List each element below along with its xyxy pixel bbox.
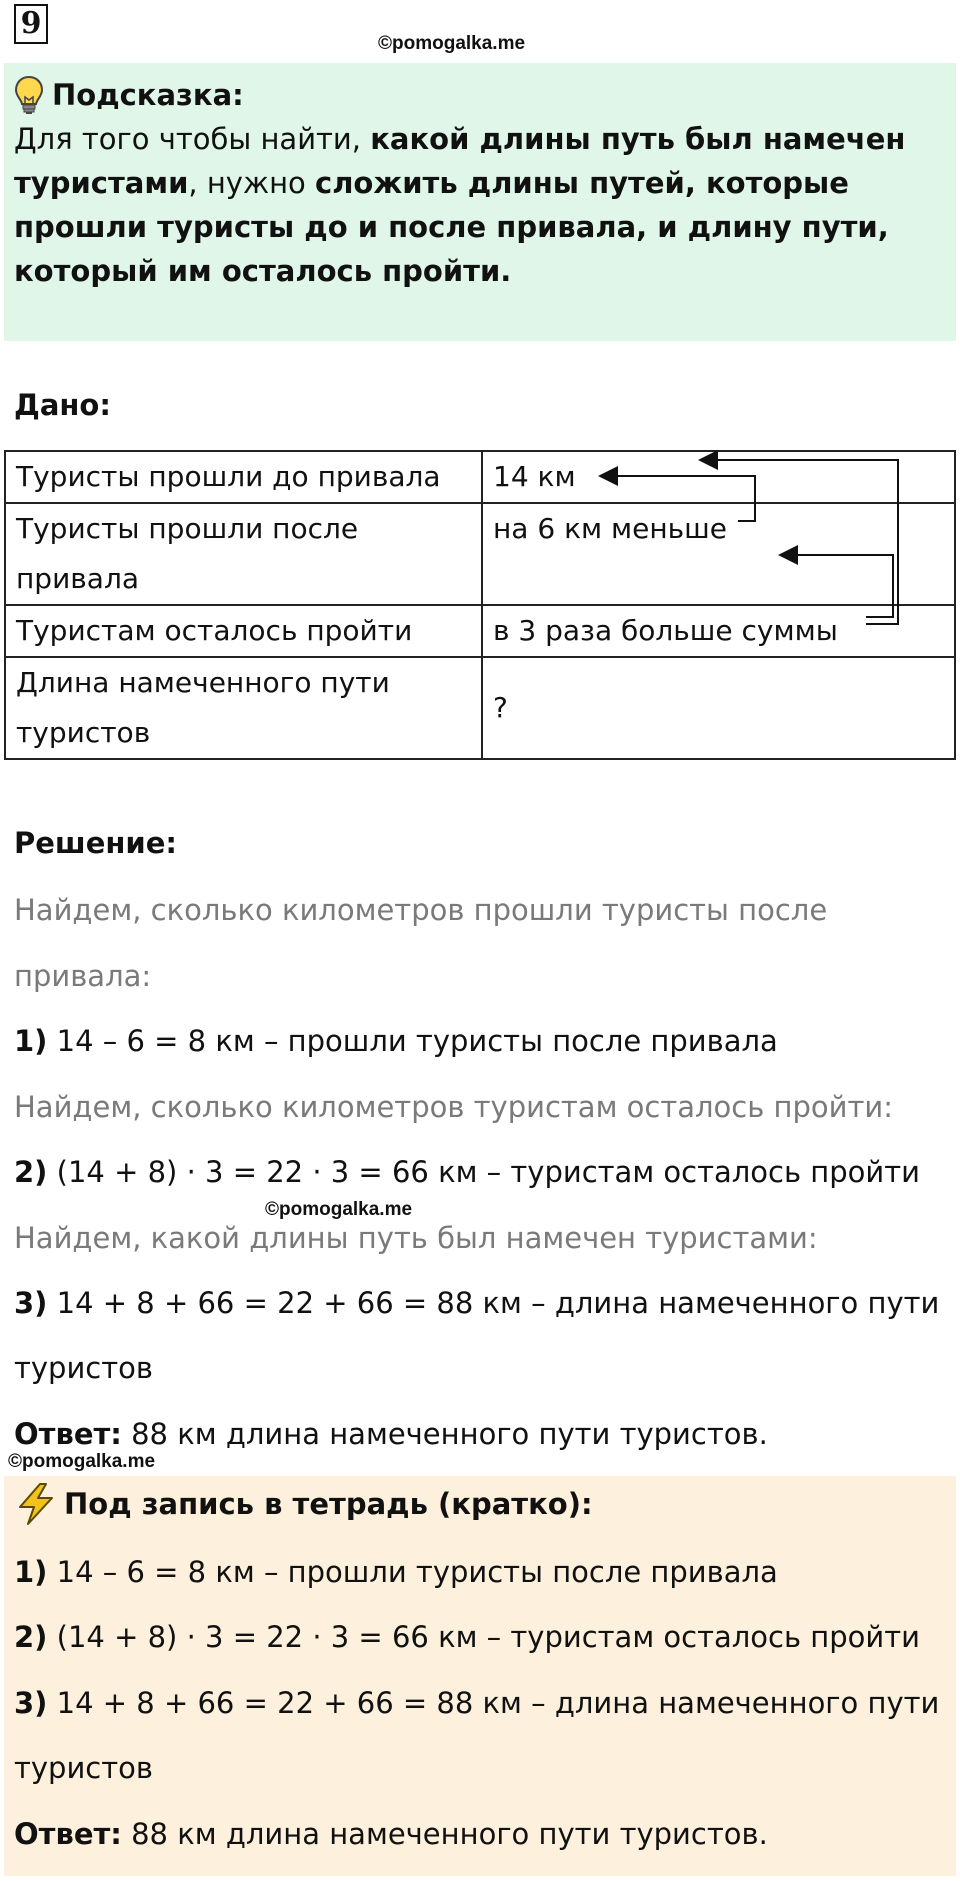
solution-step-2 — [14, 1150, 920, 1194]
notebook-step-3 — [14, 1681, 939, 1725]
solution-intro-1b: привала: — [14, 959, 152, 993]
given-label: Дано: — [14, 388, 111, 422]
watermark-top: ©pomogalka.me — [378, 33, 526, 54]
step-number: 1) — [14, 1024, 48, 1058]
hint-title: Подсказка: — [52, 78, 244, 112]
arrow-less-to-14 — [600, 476, 755, 521]
step-text: 14 + 8 + 66 = 22 + 66 = 88 км – длина намеченного пути — [47, 1286, 940, 1320]
notebook-step-3b: туристов — [14, 1751, 153, 1785]
arrow-sum-to-14 — [700, 460, 898, 624]
notebook-step-2 — [14, 1615, 920, 1659]
step-text: 14 – 6 = 8 км – прошли туристы после привала — [47, 1024, 778, 1058]
watermark-middle: ©pomogalka.me — [265, 1199, 413, 1220]
answer-text: 88 км длина намеченного пути туристов. — [121, 1417, 768, 1451]
step-text: (14 + 8) · 3 = 22 · 3 = 66 км – туристам осталось пройти — [47, 1620, 921, 1654]
solution-step-1 — [14, 1019, 778, 1063]
notebook-step-1 — [14, 1550, 778, 1594]
step-number: 3) — [14, 1286, 48, 1320]
step-number: 3) — [14, 1686, 48, 1720]
step-text: 14 – 6 = 8 км – прошли туристы после привала — [47, 1555, 778, 1589]
solution-step-3b: туристов — [14, 1351, 153, 1385]
solution-label: Решение: — [14, 826, 178, 860]
given-cell-value: на 6 км меньше — [482, 503, 955, 605]
notebook-title: Под запись в тетрадь (кратко): — [64, 1487, 593, 1521]
step-text: (14 + 8) · 3 = 22 · 3 = 66 км – туристам осталось пройти — [47, 1155, 921, 1189]
step-text: 14 + 8 + 66 = 22 + 66 = 88 км – длина намеченного пути — [47, 1686, 940, 1720]
task-number: 9 — [14, 4, 48, 44]
solution-intro-2: Найдем, сколько километров туристам осталось пройти: — [14, 1090, 894, 1124]
given-cell-label: Туристам осталось пройти — [5, 605, 482, 657]
solution-step-3 — [14, 1281, 939, 1325]
answer-label: Ответ: — [14, 1817, 122, 1851]
solution-intro-3: Найдем, какой длины путь был намечен туристами: — [14, 1221, 818, 1255]
step-number: 1) — [14, 1555, 48, 1589]
answer-label: Ответ: — [14, 1417, 122, 1451]
hint-text-part: , нужно — [188, 166, 315, 200]
given-cell-label: Туристы прошли после привала — [5, 503, 482, 605]
notebook-answer — [14, 1812, 768, 1856]
hint-text-part: Для того чтобы найти, — [14, 122, 371, 156]
step-number: 2) — [14, 1155, 48, 1189]
notebook-header — [16, 1483, 593, 1525]
hint-text-part-bold: какой длины путь был намечен туристами — [14, 122, 906, 200]
given-cell-value: в 3 раза больше суммы — [482, 605, 955, 657]
given-cell-label: Туристы прошли до привала — [5, 451, 482, 503]
relation-arrows — [0, 0, 960, 700]
step-number: 2) — [14, 1620, 48, 1654]
solution-intro-1: Найдем, сколько километров прошли туристы после — [14, 893, 828, 927]
given-cell-label: Длина намеченного пути туристов — [5, 657, 482, 759]
hint-text-part-bold: сложить длины путей, которые прошли туристы до и после привала, и длину пути, который им осталось пройти. — [14, 166, 889, 288]
given-cell-value: 14 км — [482, 451, 955, 503]
lightning-icon — [16, 1483, 56, 1525]
solution-answer — [14, 1412, 768, 1456]
watermark-bottom: ©pomogalka.me — [8, 1451, 156, 1472]
arrow-sum-to-less — [780, 555, 893, 617]
answer-text: 88 км длина намеченного пути туристов. — [121, 1817, 768, 1851]
given-cell-value: ? — [482, 657, 955, 759]
